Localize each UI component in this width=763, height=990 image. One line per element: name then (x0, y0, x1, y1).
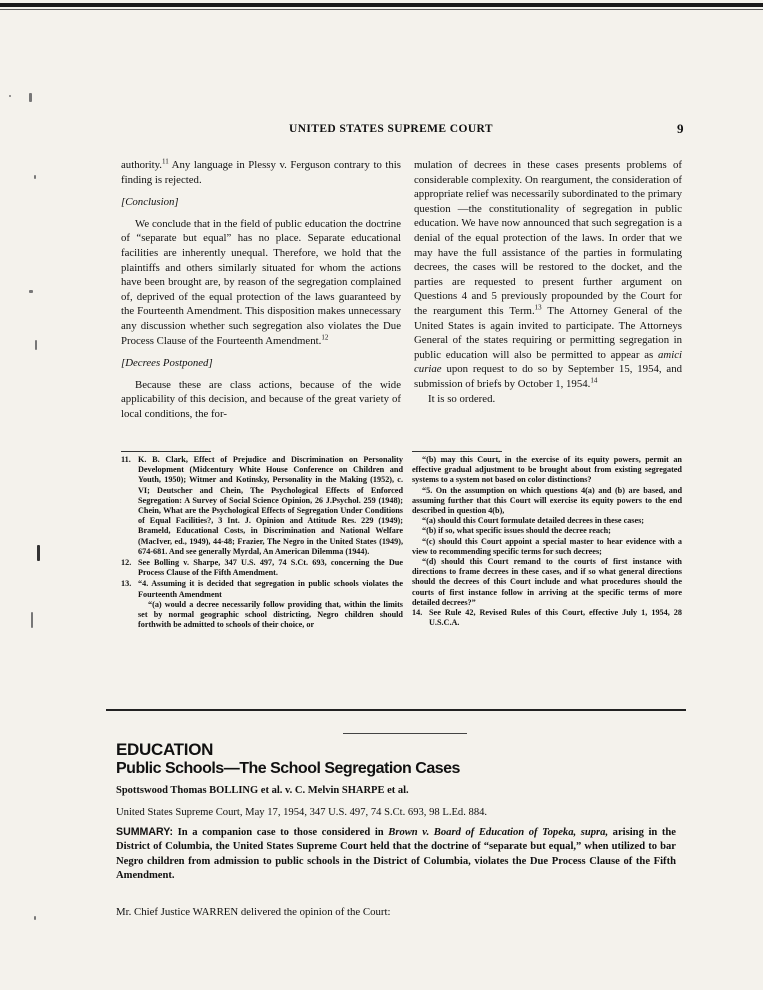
right-column (414, 158, 682, 406)
left-paragraph-1: authority.$^{11}$ Any language in Plessy v. Ferguson contrary to this finding is rejected. (121, 157, 401, 186)
running-head: UNITED STATES SUPREME COURT (289, 123, 493, 135)
top-border-rule (0, 3, 763, 7)
decrees-postponed-heading: [Decrees Postponed] (121, 357, 213, 370)
section-divider (106, 709, 686, 711)
footnote-13-5c: “(c) should this Court appoint a special master to hear evidence with a view to recommending specific terms for such decrees; (412, 536, 682, 556)
opinion-line: Mr. Chief Justice WARREN delivered the opinion of the Court: (116, 906, 391, 918)
case-summary: SUMMARY: In a companion case to those considered in Brown v. Board of Education of Topeka, supra, arising in the District of Columbia, the United States Supreme Court held that the doctrine of “separate but equal,” when utilized to bar Negro children from admission to public schools in the District of Columbia, violates the Due Process Clause of the Fifth Amendment. (116, 826, 676, 881)
footnote-12: 12. See Bolling v. Sharpe, 347 U.S. 497, 74 S.Ct. 693, concerning the Due Process Clause of the Fifth Amendment. (121, 558, 403, 578)
section-subtitle: Public Schools—The School Segregation Cases (116, 760, 460, 777)
footnote-13: 13. “4. Assuming it is decided that segregation in public schools violates the Fourteenth Amendment “(a) would a decree necessarily follow providing that, within the limits set by normal geographic school districting, Negro children should forthwith be admitted to schools of their choice, or (121, 579, 403, 630)
footnote-13-continued-b: “(b) may this Court, in the exercise of its equity powers, permit an effective gradual adjustment to be brought about from existing segregated systems to a system not based on color distinctions? (412, 455, 682, 485)
section-title: EDUCATION (116, 740, 214, 759)
so-ordered: It is so ordered. (428, 392, 496, 405)
footnote-13-5a: “(a) should this Court formulate detailed decrees in these cases; (422, 516, 645, 526)
footnote-13-5d: “(d) should this Court remand to the courts of first instance with directions to frame decrees in these cases, and if so what general directions should the decrees of this Court include and what procedures should the courts of first instance follow in arriving at the specific terms of more detailed decrees?” (412, 557, 682, 607)
page-number: 9 (677, 121, 684, 136)
case-citation: United States Supreme Court, May 17, 1954, 347 U.S. 497, 74 S.Ct. 693, 98 L.Ed. 884. (116, 807, 488, 818)
left-paragraph-2: We conclude that in the field of public education the doctrine of “separate but equal” has no place. Separate educational facilities are inherently unequal. Therefore, we hold that the plaintiffs and others similarly situated for whom the actions have been brought are, by reason of the segregation complained of, deprived of the equal protection of the laws guaranteed by the Fourteenth Amendment. This disposition makes unnecessary any discussion whether such segregation also violates the Due Process Clause of the Fourteenth Amendment.$^{12}$ (121, 217, 401, 347)
left-column (121, 158, 401, 422)
footnote-14: 14. See Rule 42, Revised Rules of this Court, effective July 1, 1954, 28 U.S.C.A. (412, 608, 682, 628)
footnotes-right (412, 455, 682, 629)
footnote-11: 11. K. B. Clark, Effect of Prejudice and Discrimination on Personality Development (Midcentury White House Conference on Children and Youth, 1950); Witmer and Kotinsky, Personality in the Making (1952), c. VI; Deutscher and Chein, The Psychological Effects of Enforced Segregation: A Survey of Social Science Opinion, 26 J.Psychol. 259 (1948); Chein, What are the Psychological Effects of Segregation Under Conditions of Equal Facilities?, 3 Int. J. Opinion and Attitude Res. 229 (1949); Brameld, Educational Costs, in Discrimination and National Welfare (MacIver, ed., 1949), 44-48; Frazier, The Negro in the United States (1949), 674-681. And see generally Myrdal, An American Dilemma (1944). (121, 455, 403, 556)
footnote-13-question-5: “5. On the assumption on which questions 4(a) and (b) are based, and assuming further that this Court will exercise its equity powers to the end described in question 4(b), (412, 485, 682, 516)
footnote-13-5b: “(b) if so, what specific issues should the decree reach; (422, 526, 611, 536)
top-border-rule-thin (0, 9, 763, 10)
conclusion-heading: [Conclusion] (121, 196, 179, 209)
left-paragraph-3: Because these are class actions, because of the wide applicability of this decision, and because of the great variety of local conditions, the for- (121, 378, 401, 420)
case-parties: Spottswood Thomas BOLLING et al. v. C. Melvin SHARPE et al. (116, 785, 409, 796)
footnote-rule-right (412, 451, 502, 452)
footnote-rule-left (121, 451, 211, 452)
section-divider-short (343, 733, 467, 734)
footnotes-left (121, 455, 403, 631)
right-paragraph-1: mulation of decrees in these cases presents problems of considerable complexity. On reargument, the consideration of appropriate relief was necessarily subordinated to the primary question —the constitutionality of segregation in public education. We have now announced that such segregation is a denial of the equal protection of the laws. In order that we may have the full assistance of the parties in formulating decrees, the cases will be restored to the docket, and the parties are requested to present further argument on Questions 4 and 5 previously propounded by the Court for the reargument this Term.$^{13}$ The Attorney General of the United States is again invited to participate. The Attorneys General of the states requiring or permitting segregation in public education will also be permitted to appear as amici curiae upon request to do so by September 15, 1954, and submission of briefs by October 1, 1954.14 (414, 159, 682, 390)
